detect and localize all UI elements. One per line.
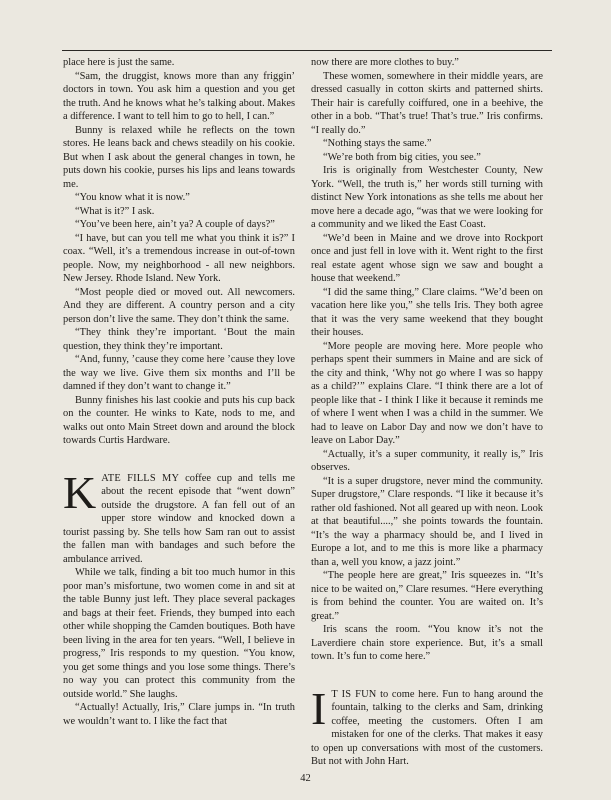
paragraph: Iris is originally from Westchester County, New York. “Well, the truth is,” her words still turning with distinct New York intonations as she tells me about her move here a decade ago, “was that we were looking for a community and we liked the East Coast. [311,165,543,230]
paragraph: “More people are moving here. More people who perhaps spent their summers in Maine and are sick of the city and think, ‘Why not go where I was so happy as a child?’” explains Clare. “I think there are a lot of people like that - I think I like it because it reminds me of where I went when I was a child in the summer. We had to leave on Labor Day and now we don’t have to leave on Labor Day.” [311,340,543,446]
paragraph: “It is a super drugstore, never mind the community. Super drugstore,” Clare responds. “I like it because it’s rather old fashioned. Not all geared up with neon. Look at that beautiful....,” she points towards the fountain. “It’s the way a pharmacy should be, and I lived in Europe a lot, and to me this is more like a pharmacy than a, well you know, a jazz joint.” [311,475,543,568]
right-column [311,56,543,769]
lead-caps: ATE FILLS MY [101,472,180,484]
section-lead-paragraph [311,682,543,769]
paragraph: “The people here are great,” Iris squeezes in. “It’s nice to be waited on,” Clare resumes. “Here everything is from behind the counter. You are waited on. It’s great.” [311,570,543,622]
paragraph: “They think they’re important. ‘Bout the main question, they think they’re important. [63,327,295,352]
paragraph: “Sam, the druggist, knows more than any friggin’ doctors in town. You ask him a question and you get the truth. And he knows what he’s talking about. Makes a difference. I want to tell him to go to hell, I can.” [63,70,295,122]
paragraph: “What is it?” I ask. [75,205,155,217]
lead-caps: T IS FUN [331,688,377,700]
paragraph: now there are more clothes to buy.” [311,57,459,68]
lead-text: to come here. Fun to hang around the fountain, talking to the clerks and Sam, drinking coffee, meeting the customers. Often I am mistaken for one of the clerks. That makes it easy to open up conversations with most of the customers. But not with John Hart. [311,688,543,767]
paragraph: “And, funny, ’cause they come here ’cause they love the way we live. Give them six months and I’ll be damned if they don’t want to change it.” [63,354,295,392]
drop-cap: K [63,466,97,518]
paragraph: These women, somewhere in their middle years, are dressed casually in cotton skirts and patterned shirts. Their hair is carefully coiffured, one in a beehive, the other in a bob. “That’s true! That’s true.” Iris confirms. “I really do.” [311,70,543,136]
paragraph: Iris scans the room. “You know it’s not the Laverdiere chain store experience. But, it’s a small town. It’s fun to come here.” [311,624,543,662]
lead-text: coffee cup and tells me about the recent episode that “went down” outside the drugstore. A fan fell out of an upper store window and knocked down a tourist passing by. She tells how Sam ran out to assist the fallen man with bandages and such before the ambulance arrived. [63,472,295,565]
paragraph: “Actually! Actually, Iris,” Clare jumps in. “In truth we wouldn’t want to. I like the fact that [63,702,295,727]
section-break [311,664,543,688]
section-break [63,448,295,472]
page-number: 42 [300,773,311,784]
paragraph: While we talk, finding a bit too much humor in this poor man’s misfortune, two women come in and sit at the table Bunny just left. They place several packages and bags at their feet. Friends, they bumped into each other while shopping the Camden boutiques. Both have been living in the area for ten years. “Well, I believe in progress,” Iris responds to my question. “You know, you get some things and you lose some things. There’s no way you can protect this community from the outside world.” She laughs. [63,567,295,700]
paragraph: “I did the same thing,” Clare claims. “We’d been on vacation here like you,” she tells Iris. They both agree that it was the very same weekend that they bought their houses. [311,286,543,338]
paragraph: “You’ve been here, ain’t ya? A couple of days?” [75,219,275,230]
section-lead-paragraph [63,466,295,567]
paragraph: “We’re both from big cities, you see.” [323,151,481,163]
paragraph: “Most people died or moved out. All newcomers. And they are different. A country person and a city person don’t live the same. They don’t think the same. [63,286,295,325]
header-rule [62,50,552,51]
paragraph: “Nothing stays the same.” [323,138,432,149]
paragraph: “You know what it is now.” [75,192,190,203]
paragraph: Bunny is relaxed while he reflects on the town stores. He leans back and chews steadily on his cookie. But when I ask about the general changes in town, he puts down his cookie, purses his lips and leans towards me. [63,124,295,190]
drop-cap: I [311,682,327,734]
left-column [63,56,295,728]
paragraph: Bunny finishes his last cookie and puts his cup back on the counter. He winks to Kate, nods to me, and walks out onto Main Street down and around the block towards Curtis Hardware. [63,394,295,446]
paragraph: place here is just the same. [63,57,175,68]
paragraph: “Actually, it’s a super community, it really is,” Iris observes. [311,448,543,473]
paragraph: “We’d been in Maine and we drove into Rockport once and just fell in love with it. Went right to the first real estate agent whose sign we saw and bought a house that weekend.” [311,232,543,284]
paragraph: “I have, but can you tell me what you think it is?” I coax. “Well, it’s a tremendous increase in out-of-town people. Now, my neighborhood - all new neighbors. New Jersey. Rhode Island. New York. [63,232,295,284]
